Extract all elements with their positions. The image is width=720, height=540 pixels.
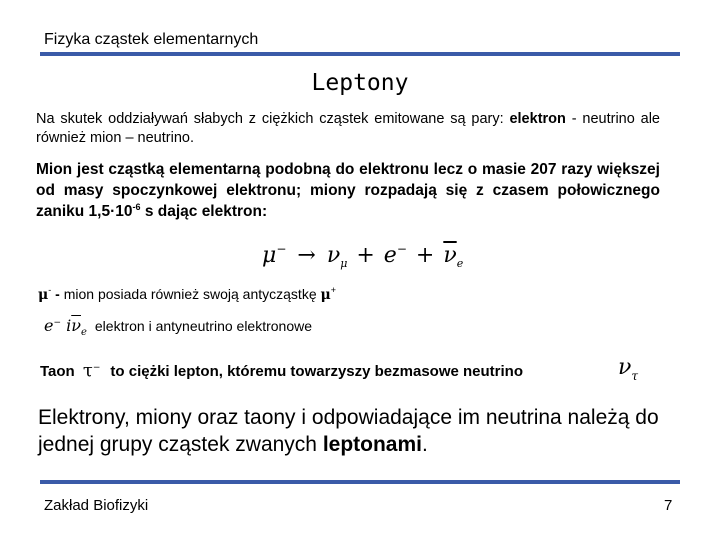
eq-nu1-sub: μ — [340, 257, 348, 270]
electron-e: e — [44, 316, 54, 335]
para1-text-b: - neutrino ale również mion – neutrino. — [36, 111, 660, 146]
slide-title: Leptony — [311, 70, 409, 96]
electron-antineutrino-line — [44, 316, 312, 338]
antimuon-sup: + — [330, 285, 337, 295]
footer-divider — [40, 480, 680, 484]
summary-text-a: Elektrony, miony oraz taony i odpowiadające im neutrina należą do jednej grupy cząstek zwanych — [38, 406, 659, 456]
muon-decay-equation — [262, 243, 463, 270]
para1-text-a: Na skutek oddziaływań słabych z ciężkich cząstek emitowane są pary: — [36, 111, 510, 127]
page-number: 7 — [664, 497, 673, 514]
para2-bold-a: Mion — [36, 161, 73, 178]
electron-nu: $\overline{\nu}$ — [71, 316, 81, 335]
para2-exponent: -6 — [132, 202, 141, 212]
header-divider — [40, 52, 680, 56]
muon-line-text: mion posiada również swoją antycząstkę — [63, 286, 321, 302]
eq-nu2-sub: e — [456, 257, 464, 270]
antimuon-symbol: μ — [320, 287, 331, 303]
footer-department: Zakład Biofizyki — [44, 497, 149, 514]
tau-symbol-sup: − — [92, 363, 101, 373]
para2-text-a: jest cząstką elementarną podobną do elektronu lecz o masie 207 razy większej od masy spoczynkowej elektronu; miony rozpadają się z czasem połowicznego zaniku 1,5·10 — [36, 161, 660, 220]
eq-plus2: + — [415, 243, 435, 268]
eq-nu1: ν — [326, 243, 341, 268]
eq-mu: μ — [262, 243, 277, 268]
summary-text-b: . — [422, 433, 428, 456]
eq-arrow: → — [297, 243, 316, 268]
tau-label: Taon — [40, 363, 79, 380]
paragraph-intro — [36, 110, 660, 148]
nu-tau-sub: τ — [631, 369, 639, 383]
para1-bold: elektron — [509, 111, 566, 127]
electron-nu-sub: e — [80, 327, 87, 338]
nu-tau-nu: ν — [618, 355, 632, 380]
tau-neutrino-symbol — [618, 355, 638, 383]
tau-symbol: τ− — [82, 360, 101, 381]
para2-text-b: s dając elektron: — [140, 203, 268, 220]
eq-mu-sup: − — [276, 242, 287, 256]
muon-antiparticle-line — [38, 286, 336, 303]
tau-line-text: to ciężki lepton, któremu towarzyszy bezmasowe neutrino — [110, 363, 523, 380]
summary-paragraph — [38, 404, 678, 458]
muon-dash: - — [51, 286, 64, 302]
header-title: Fizyka cząstek elementarnych — [44, 31, 259, 48]
summary-bold: leptonami — [322, 433, 422, 456]
eq-plus1: + — [356, 243, 375, 268]
electron-i: i — [66, 316, 72, 335]
muon-symbol: μ — [38, 287, 49, 303]
electron-e-sup: − — [53, 318, 62, 328]
eq-e: e — [383, 243, 397, 268]
eq-e-sup: − — [396, 242, 407, 256]
paragraph-muon — [36, 159, 660, 222]
eq-nu2: $\overline{\nu}$ — [443, 243, 457, 268]
tau-line — [40, 360, 523, 381]
electron-line-text: elektron i antyneutrino elektronowe — [94, 318, 313, 334]
muon-symbol-sup: - — [48, 285, 52, 295]
electron-formula — [44, 316, 87, 338]
